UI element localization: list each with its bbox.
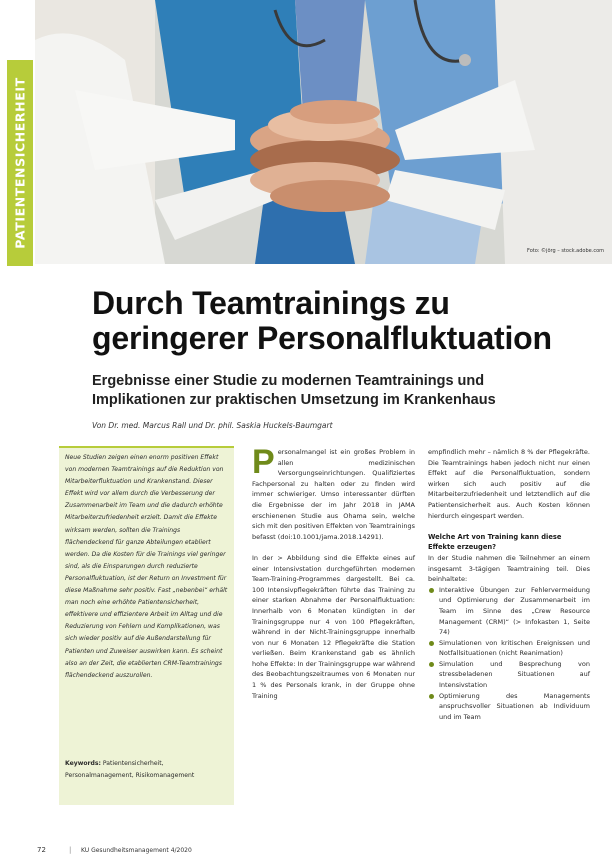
page-number: 72 [37,846,46,854]
training-list [428,585,590,723]
keywords [65,758,229,782]
abstract-text: Neue Studien zeigen einen enorm positiven Effekt von modernen Teamtrainings auf die Reduktion von Mitarbeiterfluktuation und Krankenstand. Dieser Effekt wird vor allem durch die Verbesserung der Zusammenarbeit im Team und die dadurch erhöhte Mitarbeiterzufriedenheit erzielt. Damit die Effekte wirksam werden, sollten die Trainings flächendeckend für ganze Abteilungen etabliert werden. Da die Kosten für die Trainings viel geringer sind, als die Einsparungen durch reduzierte Personalfluktuation, ist der Return on Investment für diese Maßnahme sehr positiv. Fast „nebenbei“ erhält man noch eine erhöhte Patientensicherheit, effektivere und effizientere Arbeit im Alltag und die Reduzierung von Fehlern und Komplikationen, was sich wieder positiv auf die Außendarstellung für Patienten und Zuweiser auswirken kann. Es scheint also an der Zeit, die etablierten CRM-Teamtrainings flächendeckend auszurollen. [65,454,228,679]
list-item: Optimierung des Managements anspruchsvoller Situationen ab Individuum und im Team [428,691,590,723]
authors-byline: Von Dr. med. Marcus Rall und Dr. phil. Saskia Huckels-Baumgart [92,421,333,430]
figure-paragraph: In der > Abbildung sind die Effekte eines auf einer Intensivstation durchgeführten modernen Team-Training-Programmes dargestellt. Bei ca. 100 Intensivpflegekräften führte das Training zu einer starken Abnahme der Personalfluktuation: Innerhalb von 6 Monaten kündigten in der Trainingsgruppe nur 4 von 100 Pflegekräften, während in der Nicht-Trainingsgruppe innerhalb von nur 6 Monaten 12 Pflegekräfte die Station verließen. Beim Krankenstand gab es ähnlich hohe Effekte: In der Trainingsgruppe war während des Beobachtungszeitraumes von 6 Monaten nur 1 % des Personals krank, in der Gruppe ohne Training [252,553,415,700]
section-heading: Welche Art von Training kann diese Effekte erzeugen? [428,532,562,552]
header-photo [35,0,612,264]
subtitle-line-2: Implikationen zur praktischen Umsetzung im Krankenhaus [92,392,496,408]
keywords-text: Patientensicherheit, Personalmanagement, Risikomanagement [65,760,195,779]
training-intro: In der Studie nahmen die Teilnehmer an einem insgesamt 3-tägigen Teamtraining teil. Dies beinhaltete: [428,553,590,584]
article-subtitle [92,372,602,410]
list-item: Simulationen von kritischen Ereignissen und Notfallsituationen (nicht Reanimation) [428,638,590,659]
title-line-1: Durch Teamtrainings zu [92,285,450,321]
teamwork-hands-image [35,0,612,264]
title-line-2: geringerer Personalfluktuation [92,320,552,356]
footer-separator: | [69,846,72,854]
body-column-1 [252,443,415,712]
article-title [92,286,602,356]
dropcap: P [252,443,275,481]
photo-credit: Foto: ©jörg – stock.adobe.com [527,248,604,254]
page-footer [37,846,192,854]
keywords-label: Keywords: [65,760,101,767]
journal-name: KU Gesundheitsmanagement 4/2020 [81,847,192,854]
list-item: Interaktive Übungen zur Fehlervermeidung und Optimierung der Zusammenarbeit im Team im Sinne des „Crew Resource Management (CRM)“ (> Infokasten 1, Seite 74) [428,585,590,638]
body-column-2 [428,447,590,722]
abstract-box [59,446,234,805]
continuation-paragraph: empfindlich mehr – nämlich 8 % der Pflegekräfte. Die Teamtrainings haben jedoch nicht nur einen Effekt auf die Personalfluktuation, sondern wirken sich auch positiv auf die Mitarbeiterzufriedenheit und letztendlich auf die Patientensicherheit aus. Auch Kosten können hierdurch eingespart werden. [428,448,590,520]
subtitle-line-1: Ergebnisse einer Studie zu modernen Teamtrainings und [92,373,485,389]
section-tab [7,60,33,266]
intro-paragraph [252,443,415,542]
list-item: Simulation und Besprechung von stressbeladenen Situationen auf Intensivstation [428,659,590,691]
intro-text: ersonalmangel ist ein großes Problem in allen medizinischen Versorgungseinrichtungen. Qualifiziertes Fachpersonal zu halten oder zu finden wird immer schwieriger. Umso interessanter dürften die Ergebnisse der im Jahr 2018 in JAMA erschienenen Studie aus Ohama sein, welche sich mit den positiven Effekten von Teamtrainings befasst (doi:10.1001/jama.2018.14291). [252,448,415,541]
section-tab-label: PATIENTENSICHERHEIT [12,77,28,249]
